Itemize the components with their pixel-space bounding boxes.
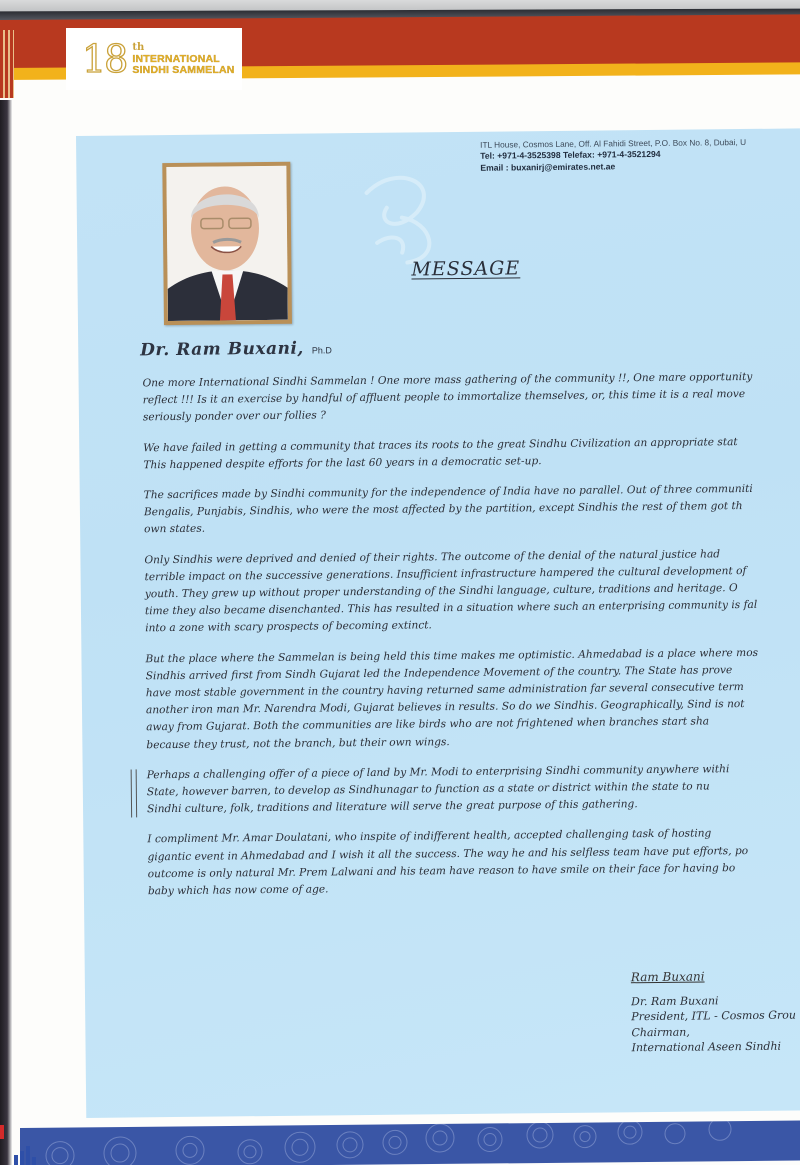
text-line: seriously ponder over our follies ? bbox=[142, 409, 326, 424]
message-title: MESSAGE bbox=[411, 257, 521, 281]
text-line: reflect !!! Is it an exercise by handful of affluent people to immortalize themselves, or, this time it is a real move bbox=[142, 388, 746, 407]
letterhead-address-block bbox=[480, 136, 800, 174]
text-line: outcome is only natural Mr. Prem Lalwani and his team have reason to have smile on their face for having bo bbox=[147, 862, 736, 881]
message-paragraph-4 bbox=[144, 545, 800, 638]
handwritten-signature: Ram Buxani bbox=[630, 969, 705, 985]
footer-band-blue bbox=[20, 1121, 800, 1165]
text-line: Perhaps a challenging offer of a piece of land by Mr. Modi to enterprising Sindhi community anywhere withi bbox=[146, 763, 730, 782]
sammelan-logo bbox=[66, 28, 242, 90]
author-photo bbox=[166, 166, 288, 321]
text-line: The sacrifices made by Sindhi community for the independence of India have no parallel. Out of three communiti bbox=[143, 482, 753, 502]
author-heading bbox=[140, 338, 332, 360]
signatory-title-3: International Aseen Sindhi bbox=[631, 1039, 782, 1055]
message-body bbox=[143, 368, 800, 913]
text-line: But the place where the Sammelan is being held this time makes me optimistic. Ahmedabad is a place where mos bbox=[145, 646, 759, 665]
text-line: baby which has now come of age. bbox=[147, 883, 329, 898]
phone-line: Tel: +971-4-3525398 Telefax: +971-4-3521294 bbox=[480, 149, 661, 161]
footer-circle-pattern-icon bbox=[20, 1121, 800, 1165]
text-line: I compliment Mr. Amar Doulatani, who inspite of indifferent health, accepted challenging task of hosting bbox=[147, 827, 712, 846]
logo-line-2: SINDHI SAMMELAN bbox=[132, 63, 235, 76]
text-line: own states. bbox=[144, 523, 206, 536]
author-photo-frame bbox=[162, 162, 292, 325]
text-line: have most stable government in the country having returned same administration far several consecutive term bbox=[145, 681, 744, 700]
book-binding-shadow bbox=[0, 100, 12, 1165]
text-line: One more International Sindhi Sammelan ! One more mass gathering of the community !!, One mare opportunity bbox=[142, 370, 753, 390]
signature-block bbox=[631, 969, 797, 1056]
logo-suffix: th bbox=[132, 42, 145, 53]
bar bbox=[20, 1151, 24, 1165]
message-paragraph-2 bbox=[143, 433, 800, 475]
message-paragraph-6 bbox=[147, 760, 800, 819]
bar bbox=[32, 1157, 36, 1165]
text-line: Bengalis, Punjabis, Sindhis, who were the most affected by the partition, except Sindhis the rest of them got th bbox=[143, 500, 743, 519]
binding-red-mark bbox=[0, 1125, 4, 1139]
text-line: This happened despite efforts for the last 60 years in a democratic set-up. bbox=[143, 454, 542, 472]
watermark-emblem-icon bbox=[346, 162, 457, 273]
message-paragraph-5 bbox=[145, 644, 800, 754]
letterhead-sheet bbox=[76, 128, 800, 1118]
signatory-name: Dr. Ram Buxani bbox=[631, 993, 719, 1008]
text-line: because they trust, not the branch, but their own wings. bbox=[146, 735, 450, 751]
text-line: Sindhis arrived first from Sindh Gujarat led the Independence Movement of the country. The State has prove bbox=[145, 664, 733, 683]
signatory-title-1: President, ITL - Cosmos Grou bbox=[631, 1008, 797, 1024]
message-paragraph-1 bbox=[143, 368, 800, 427]
author-degree: Ph.D bbox=[311, 345, 332, 356]
text-line: gigantic event in Ahmedabad and I wish it all the success. The way he and his selfless team have put efforts, po bbox=[147, 844, 749, 863]
signatory-title-2: Chairman, bbox=[631, 1025, 690, 1039]
email-line: Email : buxanirj@emirates.net.ae bbox=[480, 161, 616, 173]
margin-highlight-mark bbox=[131, 769, 138, 817]
message-paragraph-3 bbox=[144, 480, 800, 539]
text-line: time they also became disenchanted. This has resulted in a situation where such an enterprising community is fal bbox=[144, 599, 758, 618]
logo-text bbox=[132, 43, 234, 75]
bar bbox=[14, 1155, 18, 1165]
logo-line-1: INTERNATIONAL bbox=[132, 53, 220, 65]
message-paragraph-7 bbox=[147, 825, 800, 901]
logo-number: 18 bbox=[82, 37, 127, 81]
text-line: We have failed in getting a community that traces its roots to the great Sindhu Civilization an appropriate stat bbox=[143, 435, 738, 454]
text-line: Sindhi culture, folk, traditions and literature will serve the great purpose of this gathering. bbox=[146, 798, 638, 816]
portrait-icon bbox=[166, 166, 288, 321]
text-line: youth. They grew up without proper understanding of the Sindhi language, culture, traditions and heritage. O bbox=[144, 582, 738, 601]
text-line: into a zone with scary prospects of becoming extinct. bbox=[145, 619, 432, 635]
text-line: away from Gujarat. Both the communities are like birds who are not frightened when branches start sha bbox=[146, 715, 710, 734]
footer-bar-graphic bbox=[14, 1146, 36, 1165]
text-line: terrible impact on the successive generations. Insufficient infrastructure hampered the cultural development of bbox=[144, 564, 747, 584]
text-line: Only Sindhis were deprived and denied of their rights. The outcome of the denial of the natural justice had bbox=[144, 547, 721, 566]
bar bbox=[26, 1146, 30, 1165]
text-line: another iron man Mr. Narendra Modi, Gujarat believes in results. So do we Sindhis. Geographically, Sind is not bbox=[145, 698, 745, 717]
address-line: ITL House, Cosmos Lane, Off. Al Fahidi Street, P.O. Box No. 8, Dubai, U bbox=[480, 136, 747, 150]
page-stack-edge bbox=[0, 30, 14, 98]
text-line: State, however barren, to develop as Sindhunagar to function as a state or district within the state to nu bbox=[146, 780, 710, 799]
author-name: Dr. Ram Buxani, bbox=[140, 338, 304, 361]
